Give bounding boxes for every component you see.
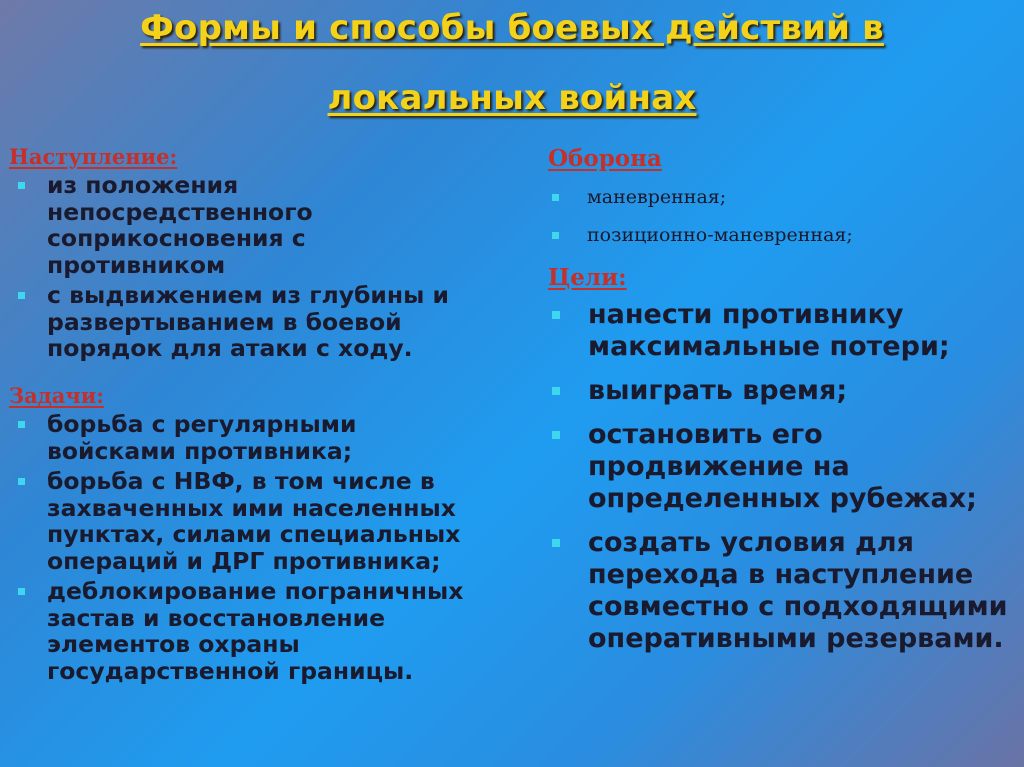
tasks-heading: Задачи: — [9, 383, 105, 408]
square-bullet-icon — [18, 292, 25, 299]
square-bullet-icon — [18, 478, 25, 485]
square-bullet-icon — [552, 194, 559, 201]
list-item: маневренная; — [548, 186, 1008, 208]
tasks-list — [9, 411, 519, 688]
list-item: с выдвижением из глубины и развертыванием в боевой порядок для атаки с ходу. — [9, 282, 517, 362]
square-bullet-icon — [18, 421, 25, 428]
list-item: борьба с регулярными войсками противника; — [9, 411, 457, 464]
offense-list — [9, 172, 509, 366]
slide-title-line-2: локальных войнах — [327, 78, 697, 118]
square-bullet-icon — [18, 588, 25, 595]
square-bullet-icon — [18, 182, 25, 189]
list-item: выиграть время; — [548, 375, 1018, 407]
square-bullet-icon — [552, 232, 559, 239]
defense-list — [548, 186, 1008, 262]
square-bullet-icon — [552, 539, 560, 547]
list-item: создать условия для перехода в наступление совместно с подходящими оперативными резервами. — [548, 527, 1008, 655]
goals-list — [548, 299, 1018, 667]
list-item: нанести противнику максимальные потери; — [548, 299, 988, 363]
list-item: деблокирование пограничных застав и восстановление элементов охраны государственной границы. — [9, 578, 507, 684]
slide-title-line-1: Формы и способы боевых действий в — [140, 8, 884, 48]
offense-heading: Наступление: — [9, 144, 178, 169]
defense-heading: Оборона — [548, 145, 662, 172]
square-bullet-icon — [552, 387, 560, 395]
list-item: позиционно-маневренная; — [548, 224, 1008, 246]
list-item: остановить его продвижение на определенных рубежах; — [548, 419, 1024, 515]
goals-heading: Цели: — [548, 264, 627, 291]
square-bullet-icon — [552, 311, 560, 319]
list-item: из положения непосредственного соприкосновения с противником — [9, 172, 467, 278]
square-bullet-icon — [552, 431, 560, 439]
list-item: борьба с НВФ, в том числе в захваченных ими населенных пунктах, силами специальных операций и ДРГ противника; — [9, 468, 547, 574]
